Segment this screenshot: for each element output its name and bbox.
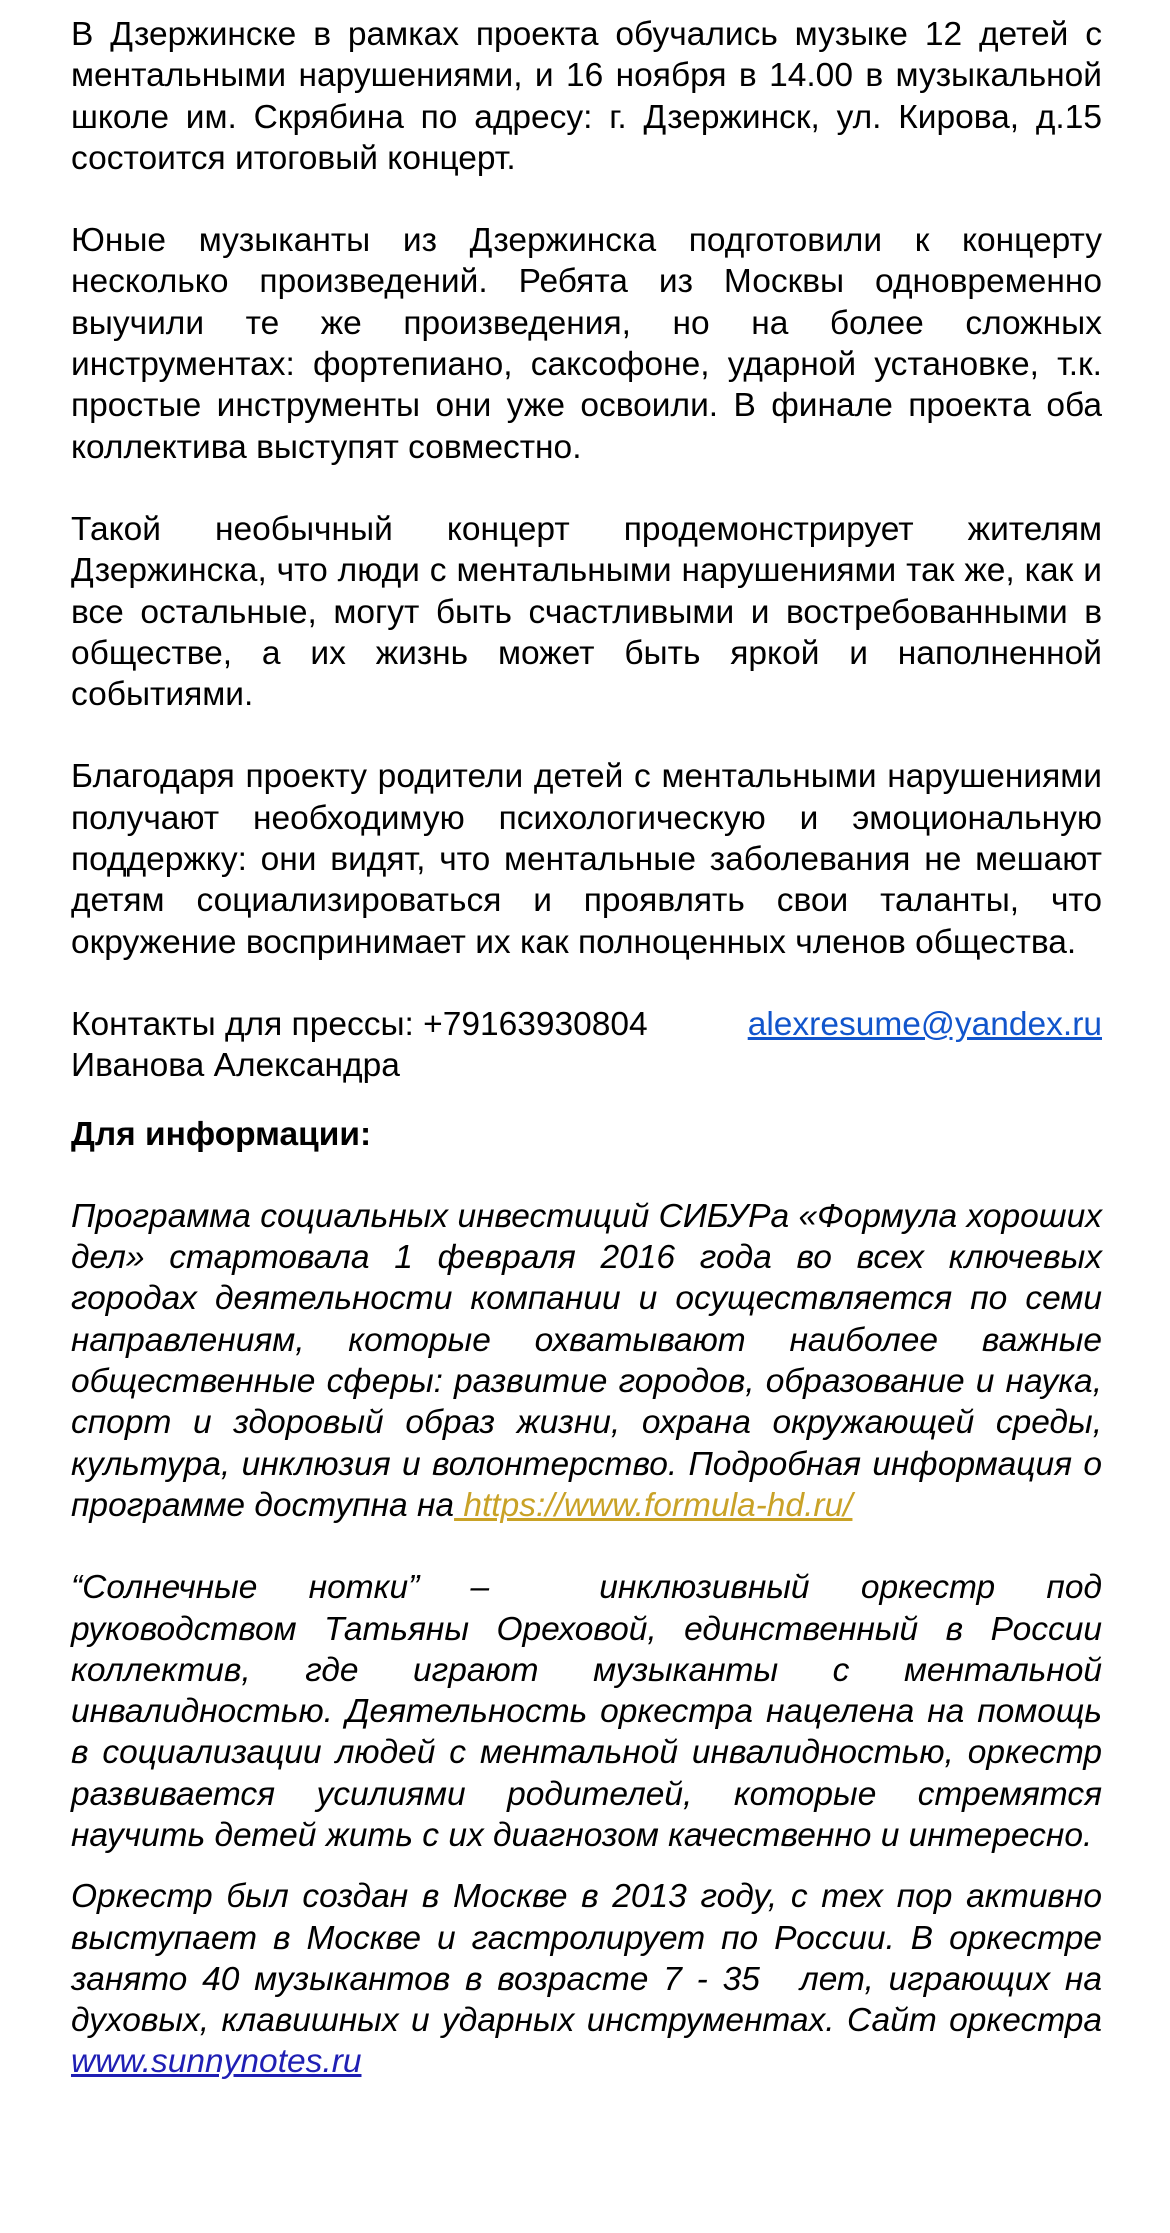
info-heading: Для информации: [71, 1115, 372, 1153]
paragraph-sibur-program [71, 1196, 1102, 1526]
paragraph-concert-announcement: В Дзержинске в рамках проекта обучались музыке 12 детей с ментальными нарушениями, и 16 ноября в 14.00 в музыкальной школе им. Скрябина по адресу: г. Дзержинск, ул. Кирова, д.15 состоится итоговый концерт. [71, 16, 1102, 177]
press-contact-name: Иванова Александра [71, 1047, 400, 1085]
document-page [71, 14, 1102, 2083]
press-contacts-label: Контакты для прессы: +79163930804 [71, 1005, 648, 1043]
paragraph-orchestra [71, 1567, 1102, 1856]
orchestra-history-text: Оркестр был создан в Москве в 2013 году, с тех пор активно выступает в Москве и гастролирует по России. В оркестре занято 40 музыкантов в возрасте 7 - 35 [71, 1878, 1102, 1998]
press-email-link[interactable]: alexresume@yandex.ru [747, 1005, 1102, 1043]
orchestra-description: инклюзивный оркестр под руководством Татьяны Ореховой, единственный в России коллектив, где играют музыканты с ментальной инвалидностью. Деятельность оркестра нацелена на помощь в социализации людей с ментальной инвалидностью, оркестр развивается усилиями родителей, которые стремятся научить детей жить с их диагнозом качественно и интересно. [71, 1569, 1102, 1854]
paragraph-concert-meaning: Такой необычный концерт продемонстрирует жителям Дзержинска, что люди с ментальными нарушениями так же, как и все остальные, могут быть счастливыми и востребованными в обществе, а их жизнь может быть яркой и наполненной событиями. [71, 510, 1102, 714]
orchestra-site-link[interactable]: www.sunnynotes.ru [71, 2043, 362, 2081]
paragraph-orchestra-history [71, 1876, 1102, 2082]
orchestra-history-text-end: лет, играющих на духовых, клавишных и ударных инструментах. Сайт оркестра [71, 1960, 1102, 2040]
sibur-program-text: Программа социальных инвестиций СИБУРа «Формула хороших дел» стартовала 1 февраля 2016 года во всех ключевых городах деятельности компании и осуществляется по семи направлениям, которые охватывают наиболее важные общественные сферы: развитие городов, образование и наука, спорт и здоровый образ жизни, охрана окружающей среды, культура, инклюзия и волонтерство. Подробная информация о программе доступна на [71, 1197, 1102, 1524]
press-contacts [71, 1004, 1102, 1087]
paragraph-parents-support: Благодаря проекту родители детей с ментальными нарушениями получают необходимую психологическую и эмоциональную поддержку: они видят, что ментальные заболевания не мешают детям социализироваться и проявлять свои таланты, что окружение воспринимает их как полноценных членов общества. [71, 758, 1102, 961]
formula-hd-link[interactable]: https://www.formula-hd.ru/ [454, 1486, 853, 1524]
orchestra-name: “Солнечные нотки” – [71, 1569, 490, 1607]
paragraph-program: Юные музыканты из Дзержинска подготовили к концерту несколько произведений. Ребята из Москвы одновременно выучили те же произведения, но на более сложных инструментах: фортепиано, саксофоне, ударной установке, т.к. простые инструменты они уже освоили. В финале проекта оба коллектива выступят совместно. [71, 222, 1102, 466]
